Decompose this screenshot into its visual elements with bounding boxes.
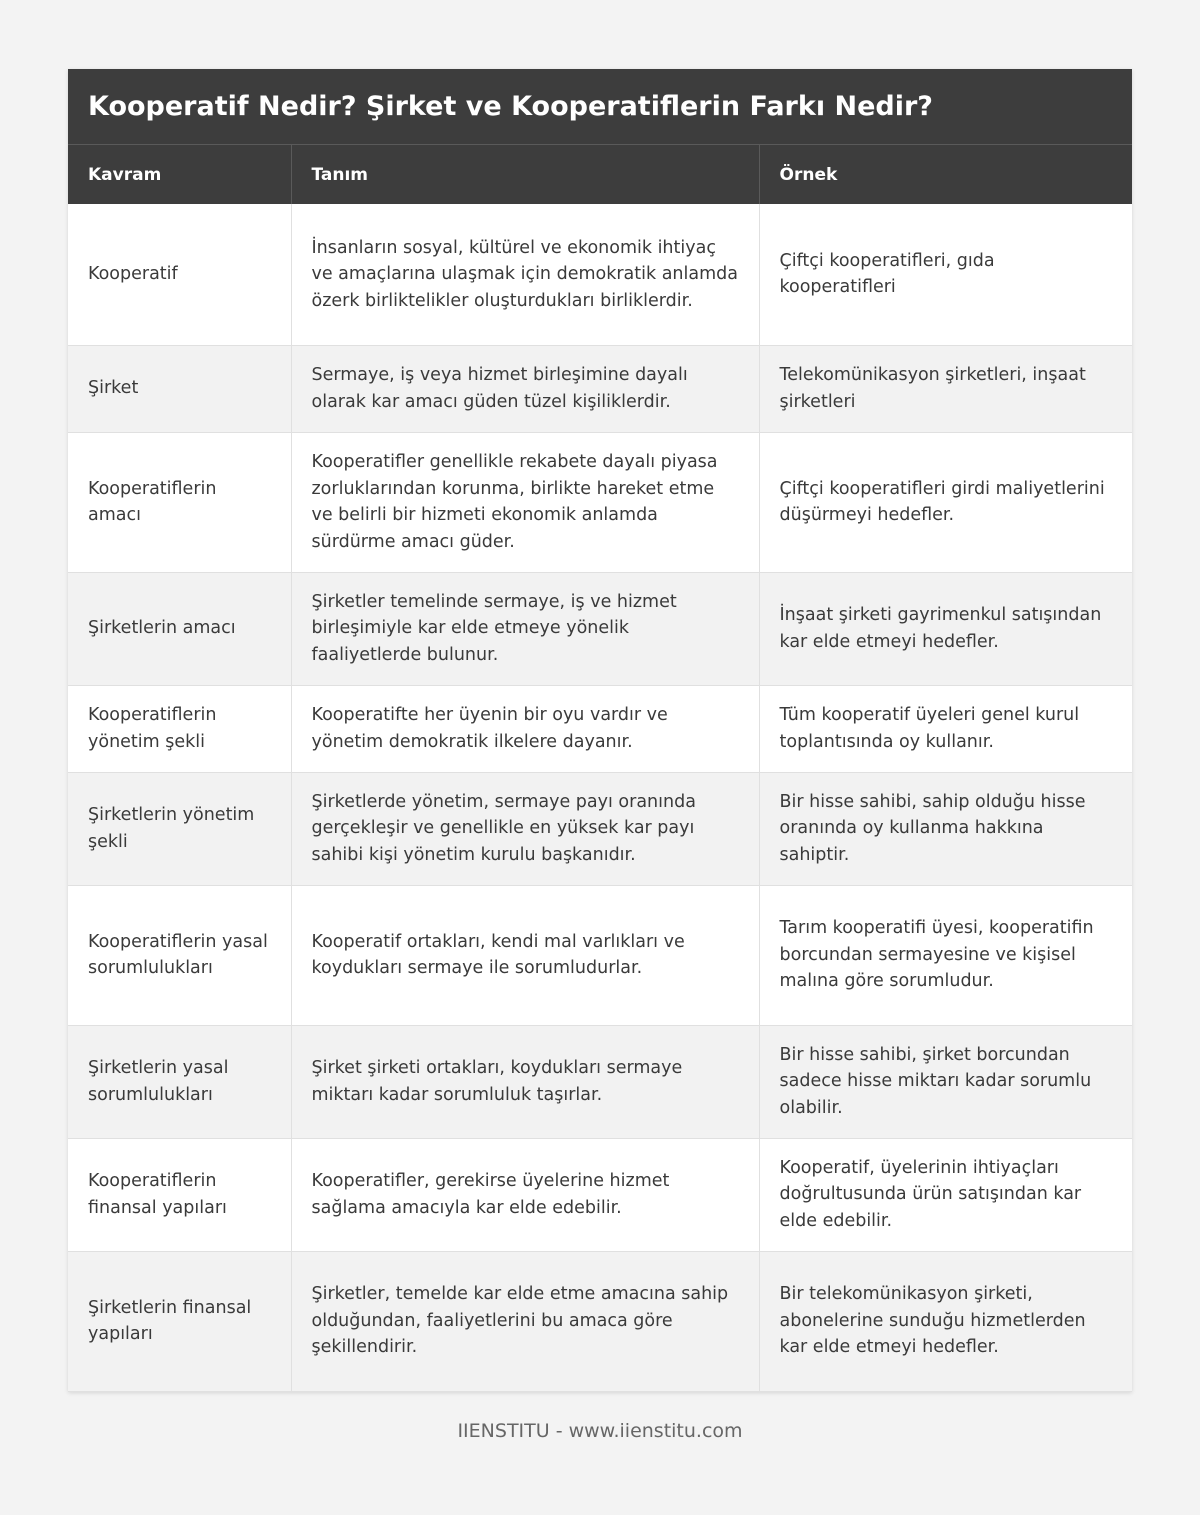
cell-ornek: Bir telekomünikasyon şirketi, abonelerine sunduğu hizmetlerden kar elde etmeyi hedefler. bbox=[759, 1251, 1132, 1391]
comparison-card bbox=[68, 69, 1132, 1392]
cell-kavram: Şirketlerin yasal sorumlulukları bbox=[68, 1025, 291, 1138]
comparison-table bbox=[68, 145, 1132, 1392]
cell-tanim: Kooperatifte her üyenin bir oyu vardır ve yönetim demokratik ilkelere dayanır. bbox=[291, 685, 759, 772]
cell-tanim: Şirketler temelinde sermaye, iş ve hizmet birleşimiyle kar elde etmeye yönelik faaliyetlerde bulunur. bbox=[291, 572, 759, 685]
table-row bbox=[68, 772, 1132, 885]
cell-tanim: Şirketler, temelde kar elde etme amacına sahip olduğundan, faaliyetlerini bu amaca göre şekillendirir. bbox=[291, 1251, 759, 1391]
cell-kavram: Şirket bbox=[68, 345, 291, 432]
footer-credit: IIENSTITU - www.iienstitu.com bbox=[457, 1420, 743, 1442]
cell-ornek: Bir hisse sahibi, şirket borcundan sadece hisse miktarı kadar sorumlu olabilir. bbox=[759, 1025, 1132, 1138]
cell-kavram: Kooperatiflerin yönetim şekli bbox=[68, 685, 291, 772]
cell-tanim: Kooperatifler genellikle rekabete dayalı piyasa zorluklarından korunma, birlikte hareket etme ve belirli bir hizmeti ekonomik anlamda sürdürme amacı güder. bbox=[291, 432, 759, 572]
cell-kavram: Kooperatiflerin finansal yapıları bbox=[68, 1138, 291, 1251]
header-ornek: Örnek bbox=[759, 145, 1132, 204]
table-row bbox=[68, 345, 1132, 432]
cell-kavram: Kooperatiflerin amacı bbox=[68, 432, 291, 572]
cell-kavram: Şirketlerin amacı bbox=[68, 572, 291, 685]
cell-ornek: Bir hisse sahibi, sahip olduğu hisse oranında oy kullanma hakkına sahiptir. bbox=[759, 772, 1132, 885]
table-row bbox=[68, 572, 1132, 685]
page-title: Kooperatif Nedir? Şirket ve Kooperatiflerin Farkı Nedir? bbox=[88, 91, 933, 122]
cell-ornek: Tarım kooperatifi üyesi, kooperatifin borcundan sermayesine ve kişisel malına göre sorumludur. bbox=[759, 885, 1132, 1025]
cell-kavram: Kooperatif bbox=[68, 204, 291, 345]
header-tanim: Tanım bbox=[291, 145, 759, 204]
cell-ornek: İnşaat şirketi gayrimenkul satışından kar elde etmeyi hedefler. bbox=[759, 572, 1132, 685]
cell-kavram: Şirketlerin finansal yapıları bbox=[68, 1251, 291, 1391]
cell-ornek: Çiftçi kooperatifleri, gıda kooperatifleri bbox=[759, 204, 1132, 345]
cell-tanim: Şirketlerde yönetim, sermaye payı oranında gerçekleşir ve genellikle en yüksek kar payı sahibi kişi yönetim kurulu başkanıdır. bbox=[291, 772, 759, 885]
cell-kavram: Kooperatiflerin yasal sorumlulukları bbox=[68, 885, 291, 1025]
table-row bbox=[68, 885, 1132, 1025]
table-row bbox=[68, 1025, 1132, 1138]
cell-ornek: Tüm kooperatif üyeleri genel kurul toplantısında oy kullanır. bbox=[759, 685, 1132, 772]
header-kavram: Kavram bbox=[68, 145, 291, 204]
table-row bbox=[68, 1251, 1132, 1391]
cell-ornek: Telekomünikasyon şirketleri, inşaat şirketleri bbox=[759, 345, 1132, 432]
title-bar bbox=[68, 69, 1132, 145]
table-row bbox=[68, 1138, 1132, 1251]
cell-tanim: Sermaye, iş veya hizmet birleşimine dayalı olarak kar amacı güden tüzel kişiliklerdir. bbox=[291, 345, 759, 432]
cell-ornek: Kooperatif, üyelerinin ihtiyaçları doğrultusunda ürün satışından kar elde edebilir. bbox=[759, 1138, 1132, 1251]
cell-kavram: Şirketlerin yönetim şekli bbox=[68, 772, 291, 885]
table-header-row bbox=[68, 145, 1132, 204]
table-row bbox=[68, 204, 1132, 345]
cell-tanim: Kooperatifler, gerekirse üyelerine hizmet sağlama amacıyla kar elde edebilir. bbox=[291, 1138, 759, 1251]
cell-tanim: Kooperatif ortakları, kendi mal varlıkları ve koydukları sermaye ile sorumludurlar. bbox=[291, 885, 759, 1025]
cell-tanim: Şirket şirketi ortakları, koydukları sermaye miktarı kadar sorumluluk taşırlar. bbox=[291, 1025, 759, 1138]
table-row bbox=[68, 685, 1132, 772]
table-row bbox=[68, 432, 1132, 572]
cell-tanim: İnsanların sosyal, kültürel ve ekonomik ihtiyaç ve amaçlarına ulaşmak için demokratik anlamda özerk birliktelikler oluşturdukları birliklerdir. bbox=[291, 204, 759, 345]
cell-ornek: Çiftçi kooperatifleri girdi maliyetlerini düşürmeyi hedefler. bbox=[759, 432, 1132, 572]
